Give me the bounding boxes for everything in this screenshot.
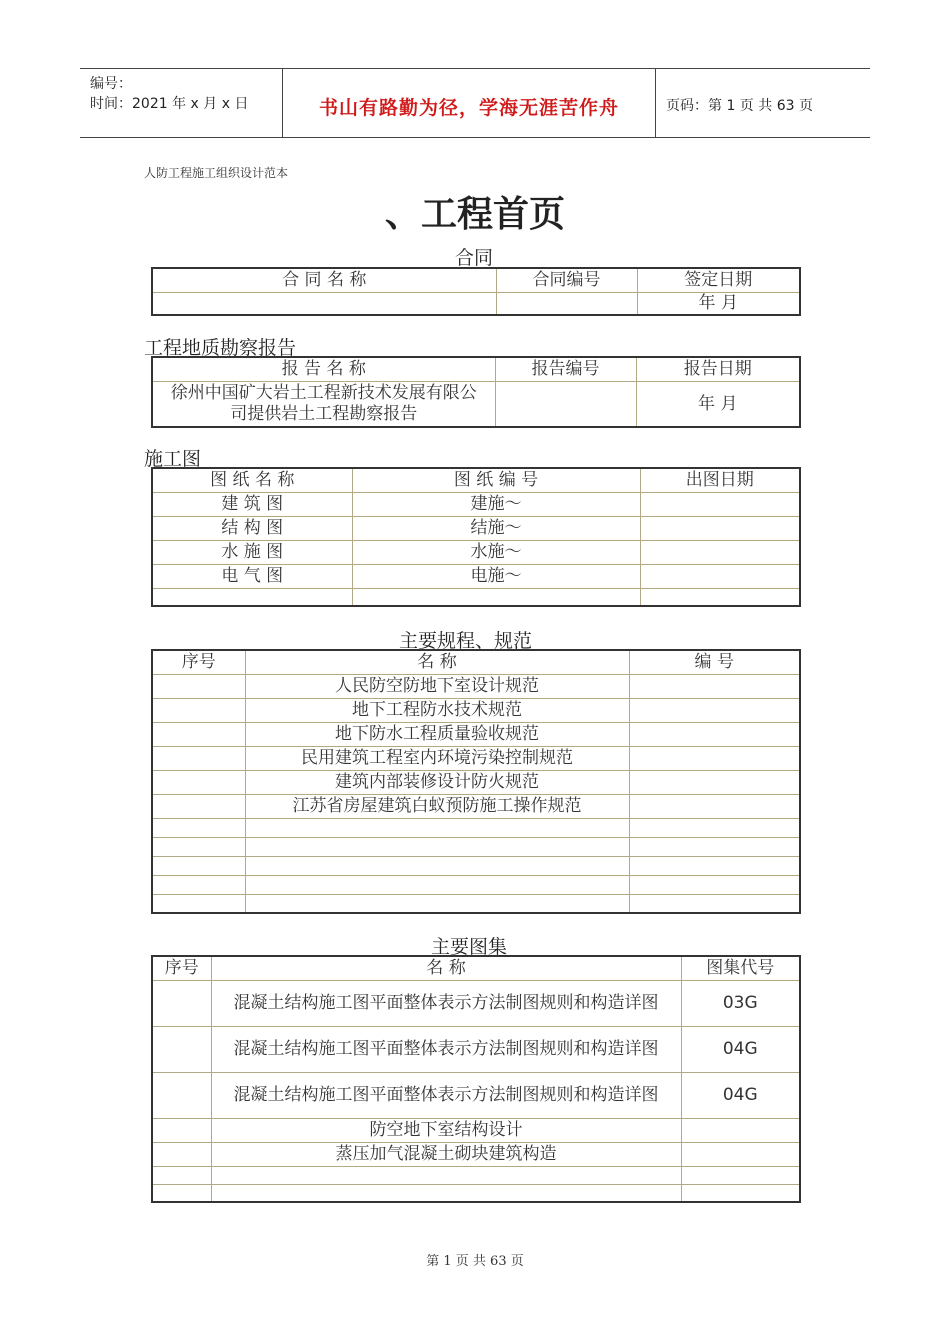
table-cell: 04G bbox=[681, 1026, 800, 1072]
table-cell bbox=[629, 794, 800, 818]
table-cell bbox=[640, 588, 800, 606]
table-header-row bbox=[152, 956, 800, 980]
page-header bbox=[80, 68, 870, 138]
table-cell bbox=[152, 837, 245, 856]
table-cell bbox=[681, 1184, 800, 1202]
table-cell bbox=[496, 292, 637, 315]
table-cell bbox=[681, 1142, 800, 1166]
table-cell bbox=[245, 818, 629, 837]
table-cell: 混凝土结构施工图平面整体表示方法制图规则和构造详图 bbox=[211, 1072, 681, 1118]
table-cell bbox=[629, 875, 800, 894]
table-cell bbox=[629, 837, 800, 856]
table-row bbox=[152, 492, 800, 516]
table-cell: 建施～ bbox=[352, 492, 640, 516]
table-row bbox=[152, 516, 800, 540]
column-header: 合同编号 bbox=[496, 268, 637, 292]
drawings-heading: 施工图 bbox=[144, 448, 202, 470]
table-cell bbox=[152, 722, 245, 746]
page-title: 、工程首页 bbox=[384, 194, 565, 235]
table-row bbox=[152, 818, 800, 837]
table-cell: 混凝土结构施工图平面整体表示方法制图规则和构造详图 bbox=[211, 980, 681, 1026]
table-cell bbox=[629, 746, 800, 770]
table-row bbox=[152, 564, 800, 588]
table-cell: 徐州中国矿大岩土工程新技术发展有限公司提供岩土工程勘察报告 bbox=[152, 381, 495, 427]
table-cell bbox=[245, 837, 629, 856]
table-row bbox=[152, 1026, 800, 1072]
table-cell: 民用建筑工程室内环境污染控制规范 bbox=[245, 746, 629, 770]
table-cell bbox=[152, 1072, 211, 1118]
table-header-row bbox=[152, 268, 800, 292]
table-row bbox=[152, 540, 800, 564]
geology-heading: 工程地质勘察报告 bbox=[144, 337, 297, 359]
table-cell bbox=[629, 818, 800, 837]
document-title: 人防工程施工组织设计范本 bbox=[144, 166, 289, 180]
table-cell bbox=[629, 674, 800, 698]
column-header: 出图日期 bbox=[640, 468, 800, 492]
column-header: 图 纸 名 称 bbox=[152, 468, 352, 492]
table-cell bbox=[629, 770, 800, 794]
table-cell bbox=[152, 1026, 211, 1072]
table-row bbox=[152, 588, 800, 606]
header-page-cell bbox=[656, 69, 870, 137]
column-header: 序号 bbox=[152, 956, 211, 980]
table-row bbox=[152, 746, 800, 770]
table-cell bbox=[640, 516, 800, 540]
table-cell: 江苏省房屋建筑白蚁预防施工操作规范 bbox=[245, 794, 629, 818]
table-cell: 年 月 bbox=[636, 381, 800, 427]
table-row bbox=[152, 770, 800, 794]
table-cell bbox=[152, 746, 245, 770]
table-row bbox=[152, 381, 800, 427]
table-cell bbox=[152, 980, 211, 1026]
table-cell bbox=[640, 564, 800, 588]
header-motto-cell bbox=[283, 69, 656, 137]
table-row bbox=[152, 856, 800, 875]
table-cell bbox=[640, 540, 800, 564]
table-row bbox=[152, 698, 800, 722]
table-cell: 混凝土结构施工图平面整体表示方法制图规则和构造详图 bbox=[211, 1026, 681, 1072]
table-row bbox=[152, 794, 800, 818]
drawings-table bbox=[151, 467, 801, 607]
table-header-row bbox=[152, 468, 800, 492]
table-cell bbox=[152, 770, 245, 794]
column-header: 报告日期 bbox=[636, 357, 800, 381]
table-row bbox=[152, 894, 800, 913]
column-header: 名 称 bbox=[211, 956, 681, 980]
column-header: 报告编号 bbox=[495, 357, 636, 381]
table-cell: 03G bbox=[681, 980, 800, 1026]
table-cell: 蒸压加气混凝土砌块建筑构造 bbox=[211, 1142, 681, 1166]
table-cell bbox=[152, 292, 496, 315]
table-cell bbox=[152, 856, 245, 875]
contract-table bbox=[151, 267, 801, 316]
table-cell bbox=[211, 1166, 681, 1184]
column-header: 名 称 bbox=[245, 650, 629, 674]
column-header: 序号 bbox=[152, 650, 245, 674]
codes-table bbox=[151, 649, 801, 914]
table-cell bbox=[629, 722, 800, 746]
table-cell: 地下防水工程质量验收规范 bbox=[245, 722, 629, 746]
table-cell bbox=[152, 818, 245, 837]
table-cell bbox=[152, 1184, 211, 1202]
table-cell bbox=[245, 875, 629, 894]
table-cell bbox=[629, 698, 800, 722]
table-cell bbox=[245, 856, 629, 875]
table-cell: 建筑内部装修设计防火规范 bbox=[245, 770, 629, 794]
table-cell bbox=[211, 1184, 681, 1202]
column-header: 合 同 名 称 bbox=[152, 268, 496, 292]
table-header-row bbox=[152, 650, 800, 674]
table-header-row bbox=[152, 357, 800, 381]
table-cell: 人民防空防地下室设计规范 bbox=[245, 674, 629, 698]
page-footer: 第 1 页 共 63 页 bbox=[426, 1254, 524, 1269]
atlas-heading: 主要图集 bbox=[431, 936, 508, 958]
column-header: 图集代号 bbox=[681, 956, 800, 980]
table-cell bbox=[152, 698, 245, 722]
table-cell: 建 筑 图 bbox=[152, 492, 352, 516]
table-cell: 年 月 bbox=[637, 292, 800, 315]
table-cell bbox=[152, 588, 352, 606]
column-header: 编 号 bbox=[629, 650, 800, 674]
table-cell: 04G bbox=[681, 1072, 800, 1118]
table-row bbox=[152, 1072, 800, 1118]
table-cell bbox=[681, 1166, 800, 1184]
table-cell bbox=[152, 894, 245, 913]
table-row bbox=[152, 1142, 800, 1166]
table-cell: 水 施 图 bbox=[152, 540, 352, 564]
table-cell bbox=[352, 588, 640, 606]
table-cell bbox=[629, 894, 800, 913]
table-row bbox=[152, 875, 800, 894]
table-cell bbox=[681, 1118, 800, 1142]
column-header: 签定日期 bbox=[637, 268, 800, 292]
table-row bbox=[152, 837, 800, 856]
table-cell bbox=[152, 674, 245, 698]
column-header: 报 告 名 称 bbox=[152, 357, 495, 381]
table-row bbox=[152, 1118, 800, 1142]
table-cell: 水施～ bbox=[352, 540, 640, 564]
header-info-cell bbox=[80, 69, 283, 137]
table-cell: 电施～ bbox=[352, 564, 640, 588]
table-cell bbox=[152, 1142, 211, 1166]
table-cell bbox=[495, 381, 636, 427]
table-cell bbox=[640, 492, 800, 516]
table-row bbox=[152, 1184, 800, 1202]
table-row bbox=[152, 292, 800, 315]
table-cell: 电 气 图 bbox=[152, 564, 352, 588]
header-time: 时间：2021 年 x 月 x 日 bbox=[90, 96, 249, 112]
contract-heading: 合同 bbox=[455, 247, 494, 269]
table-cell bbox=[152, 1118, 211, 1142]
header-page-number: 页码：第 1 页 共 63 页 bbox=[666, 98, 813, 114]
table-cell: 结 构 图 bbox=[152, 516, 352, 540]
atlas-table bbox=[151, 955, 801, 1203]
codes-heading: 主要规程、规范 bbox=[399, 630, 533, 652]
table-cell bbox=[245, 894, 629, 913]
table-cell: 结施～ bbox=[352, 516, 640, 540]
table-cell bbox=[152, 1166, 211, 1184]
table-cell: 地下工程防水技术规范 bbox=[245, 698, 629, 722]
table-row bbox=[152, 1166, 800, 1184]
table-row bbox=[152, 674, 800, 698]
header-number: 编号： bbox=[90, 76, 132, 92]
geology-table bbox=[151, 356, 801, 428]
table-cell: 防空地下室结构设计 bbox=[211, 1118, 681, 1142]
table-cell bbox=[629, 856, 800, 875]
column-header: 图 纸 编 号 bbox=[352, 468, 640, 492]
table-row bbox=[152, 722, 800, 746]
table-row bbox=[152, 980, 800, 1026]
table-cell bbox=[152, 794, 245, 818]
table-cell bbox=[152, 875, 245, 894]
header-motto: 书山有路勤为径，学海无涯苦作舟 bbox=[318, 97, 619, 119]
